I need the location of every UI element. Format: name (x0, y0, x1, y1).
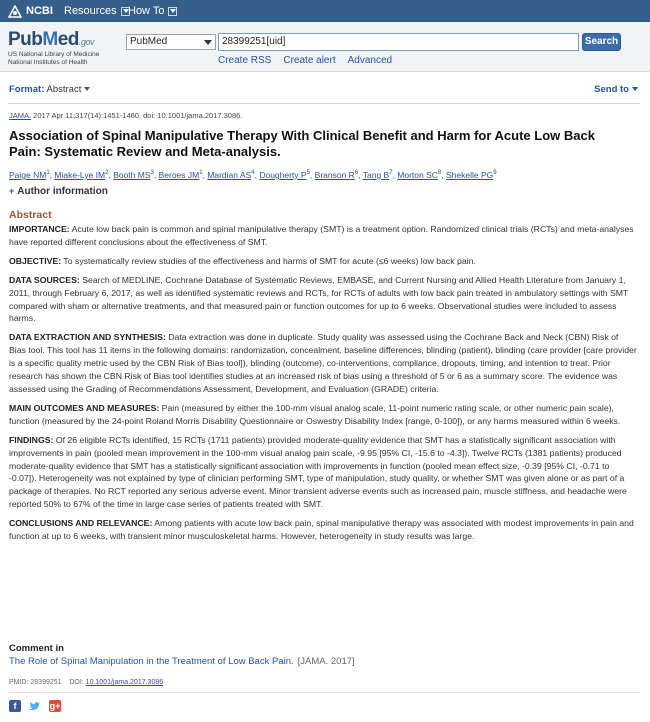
database-select-value: PubMed (130, 36, 168, 47)
chevron-down-icon (168, 7, 177, 16)
comment-item (9, 656, 355, 667)
author-list: Paige $NM^1$, Miake-Lye $IM^2$, Booth $MS^3$, Beroes $JM^1$, Mardian $AS^4$, Dougherty $P^5$, Branson $R^6$, Tang $B^7$, Morton $SC^8$, Shekelle $PG^9$ (9, 170, 497, 180)
author-affiliation-number: 1 (199, 170, 203, 177)
create-alert-link[interactable]: Create alert (283, 55, 336, 66)
format-bar (0, 80, 650, 98)
twitter-bird-icon (29, 700, 41, 712)
author-affiliation-number: 6 (354, 170, 359, 177)
abstract-section-label: DATA EXTRACTION AND SYNTHESIS: (9, 332, 166, 343)
facebook-icon[interactable]: f (9, 700, 21, 712)
search-input[interactable]: 28399251[uid] (218, 33, 579, 51)
logo-ed: ed (57, 29, 79, 50)
ncbi-logo[interactable] (8, 4, 53, 18)
doi-label: DOI: (69, 679, 84, 686)
abstract-heading: Abstract (9, 209, 52, 221)
ncbi-brand-text: NCBI (26, 5, 53, 17)
google-plus-icon[interactable]: g+ (49, 701, 61, 711)
abstract-section (9, 223, 637, 249)
abstract-section-label: FINDINGS: (9, 434, 54, 445)
logo-m: M (42, 29, 58, 50)
author-affiliation-number: 3 (150, 170, 154, 177)
format-selector[interactable] (9, 84, 90, 95)
comment-in-heading: Comment in (9, 643, 64, 654)
citation-text: 2017 Apr 11;317(14):1451-1460. doi: 10.1001/jama.2017.3086. (31, 111, 243, 120)
abstract-section (9, 402, 637, 428)
author-link[interactable]: Dougherty P (259, 170, 307, 180)
author-link[interactable]: Paige NM (9, 170, 47, 180)
abstract-section (9, 255, 637, 268)
abstract-section (9, 274, 637, 326)
citation-line (9, 111, 242, 120)
nlm-subtitle (8, 51, 99, 67)
author-information-toggle[interactable] (9, 186, 108, 197)
author-link[interactable]: Miake-Lye IM (54, 170, 106, 180)
resources-menu[interactable] (64, 5, 130, 17)
abstract-section-text: Of 26 eligible RCTs identified, 15 RCTs (1711 patients) provided moderate-quality evidence that SMT has a statistically significant association with improvements in pain (pooled mean improvement in the 100-mm visual analog pain scale, -9.95 [95% CI, -15.6 to -4.3]). Twelve RCTs (1381 patients) produced moderate-quality evidence that SMT has a statistically significant association with improvements in function (pooled mean effect size, -0.39 [95% CI, -0.71 to -0.07]). Heterogeneity was not explained by type of clinician performing SMT, type of manipulation, study quality, or whether SMT was given alone or as part of a package of therapies. No RCT reported any serious adverse event. Minor transient adverse events such as increased pain, muscle stiffness, and headache were reported 50% to 67% of the time in large case series of patients treated with SMT. (9, 434, 627, 510)
author-link[interactable]: Tang B (362, 170, 390, 180)
chevron-down-icon (632, 87, 638, 91)
identifiers (9, 679, 163, 686)
divider (8, 692, 640, 693)
ncbi-top-bar (0, 0, 650, 22)
author-affiliation-number: 9 (493, 170, 497, 177)
author-link[interactable]: Beroes JM (158, 170, 200, 180)
nlm-line: US National Library of Medicine (8, 51, 100, 58)
abstract-section (9, 434, 637, 511)
format-value: Abstract (46, 84, 82, 95)
search-sub-links (218, 55, 392, 66)
abstract-section (9, 331, 637, 396)
author-link[interactable]: Branson R (314, 170, 355, 180)
twitter-icon[interactable] (29, 700, 41, 712)
nih-line: National Institutes of Health (8, 59, 88, 66)
logo-gov: .gov (78, 37, 94, 47)
abstract-section-text: To systematically review studies of the effectiveness and harms of SMT for acute (≤6 weeks) low back pain. (61, 255, 476, 266)
journal-link[interactable]: JAMA. (9, 111, 32, 120)
abstract-section-label: MAIN OUTCOMES AND MEASURES: (9, 402, 160, 413)
author-affiliation-number: 1 (46, 170, 50, 177)
howto-label: How To (128, 5, 165, 17)
create-rss-link[interactable]: Create RSS (218, 55, 272, 66)
logo-pub: Pub (8, 29, 43, 50)
advanced-search-link[interactable]: Advanced (347, 55, 393, 66)
author-link[interactable]: Booth MS (113, 170, 151, 180)
chevron-down-icon (204, 40, 212, 45)
author-affiliation-number: 8 (437, 170, 442, 177)
doi-link[interactable]: 10.1001/jama.2017.3086 (85, 679, 164, 686)
abstract-section-label: DATA SOURCES: (9, 274, 80, 285)
howto-menu[interactable] (128, 5, 177, 17)
author-link[interactable]: Shekelle PG (446, 170, 494, 180)
chevron-down-icon (84, 87, 90, 91)
abstract-section (9, 517, 637, 543)
author-info-label: Author information (17, 186, 108, 197)
comment-journal: [JAMA. 2017] (297, 656, 355, 667)
comment-article-link[interactable]: The Role of Spinal Manipulation in the Treatment of Low Back Pain. (9, 656, 294, 667)
abstract-section-label: IMPORTANCE: (9, 224, 70, 234)
social-share-bar (9, 700, 61, 712)
author-link[interactable]: Morton SC (397, 170, 438, 180)
abstract-section-text: Acute low back pain is common and spinal manipulative therapy (SMT) is a treatment option. Randomized clinical trials (RCTs) and meta-analyses have reported different conclusions about the effectiveness of SMT. (9, 224, 634, 247)
author-affiliation-number: 5 (306, 170, 310, 177)
pubmed-logo[interactable] (8, 29, 94, 51)
author-affiliation-number: 4 (251, 170, 255, 177)
author-link[interactable]: Mardian AS (207, 170, 252, 180)
abstract-section-text: Among patients with acute low back pain, spinal manipulative therapy was associated with modest improvements in pain and function at up to 6 weeks, with transient minor musculoskeletal harms. However, heterogeneity in study results was large. (9, 518, 634, 542)
search-button[interactable]: Search (582, 33, 621, 51)
format-label: Format: (9, 84, 45, 95)
abstract-section-label: CONCLUSIONS AND RELEVANCE: (9, 518, 153, 529)
abstract-section-label: OBJECTIVE: (9, 255, 62, 266)
expand-plus-icon: + (9, 186, 15, 196)
divider (8, 103, 640, 104)
resources-label: Resources (64, 5, 117, 17)
abstract-body (9, 223, 637, 549)
send-to-menu[interactable] (594, 84, 638, 95)
author-affiliation-number: 7 (389, 170, 393, 177)
database-select[interactable] (126, 34, 216, 50)
pmid: PMID: 28399251 (9, 679, 62, 686)
abstract-section-text: Pain (measured by either the 100-mm visual analog scale, 11-point numeric rating scale, or other numeric pain scale), function (measured by the 24-point Roland Morris Disability Questionnaire or Oswestry Disability Index [range, 0-100]), or any harms measured within 6 weeks. (9, 402, 621, 426)
send-to-label: Send to (594, 84, 629, 95)
abstract-section-text: Search of MEDLINE, Cochrane Database of Systematic Reviews, EMBASE, and Current Nursing and Allied Health Literature from January 1, 2011, through February 6, 2017, as well as identified systematic reviews and RCTs, for RCTs of adults with low back pain treated in ambulatory settings with SMT compared with sham or alternative treatments, and that measured pain or function outcomes for up to 6 weeks. Observational studies were included to assess harms. (9, 274, 629, 324)
article-title: Association of Spinal Manipulative Therapy With Clinical Benefit and Harm for Acute Low Back Pain: Systematic Review and Meta-analysis. (9, 128, 595, 159)
author-affiliation-number: 2 (105, 170, 109, 177)
pubmed-header (0, 22, 650, 72)
abstract-section-text: Data extraction was done in duplicate. Study quality was assessed using the Cochrane Back and Neck (CBN) Risk of Bias tool. This tool has 11 items in the following domains: randomization, concealment, baseline differences, blinding (patient), blinding (care provider [care provider is a specific quality metric used by the CBN Risk of Bias tool]), blinding (outcome), co-interventions, compliance, dropouts, timing, and intention to treat. Prior research has shown the CBN Risk of Bias tool identifies studies at an increased risk of bias using a threshold of 5 or 6 as a summary score. The evidence was assessed using the Grading of Recommendations Assessment, Development, and Evaluation (GRADE) criteria. (9, 332, 637, 394)
ncbi-logo-icon (8, 5, 22, 18)
